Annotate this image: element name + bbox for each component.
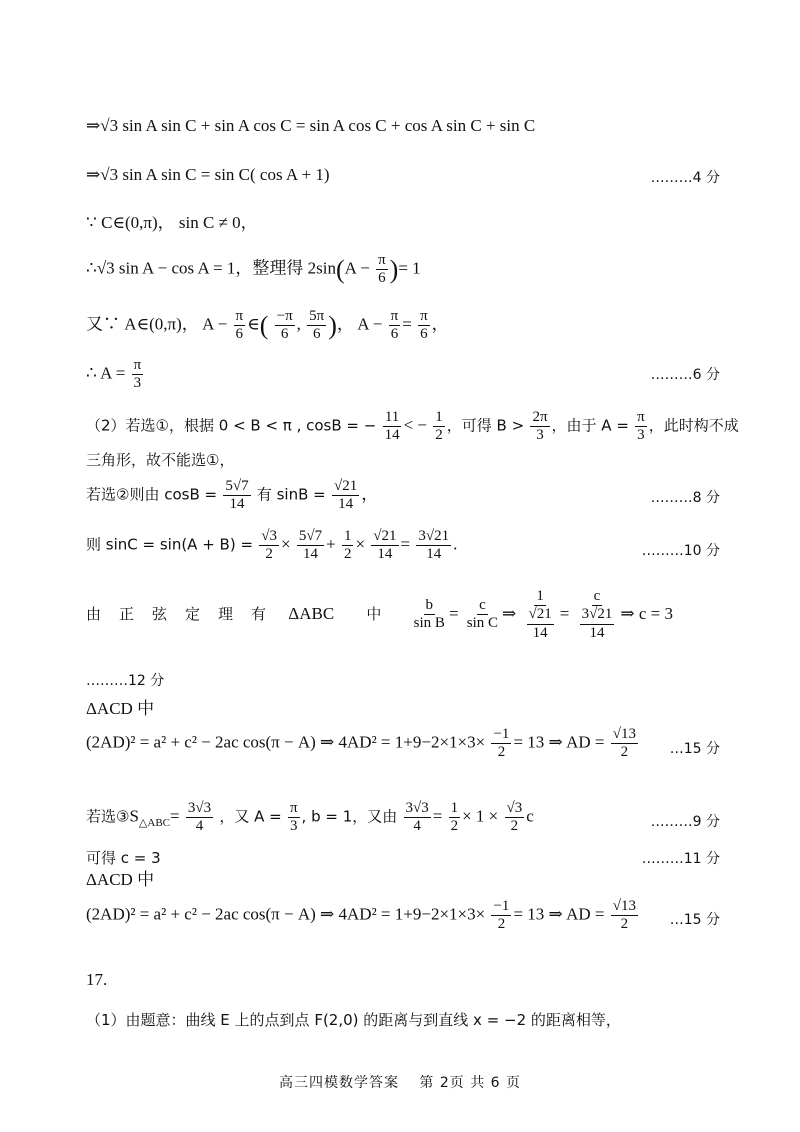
frac-rt3-2: $\frac{√3}{2}$ [506,800,523,835]
frac-rt13-2: $\frac{√13}{2}$ [612,726,636,761]
score-15-b: …15 分 [669,912,720,928]
frac-b-sinB: $\frac{b}{\text{sin B}}$ [413,597,445,632]
eq-line-7: （2）若选①，根据 0 < B < π , cosB = − $\frac{11}{14}$ < − $\frac{1}{2}$ ，可得 B > $\frac{2\pi}{3}$ ，由于 A = $\frac{\pi}{3}$ ，此时构不成 [86,409,739,444]
frac-3rt3-4: $\frac{3√3}{4}$ [405,800,429,835]
eq-line-14: (2AD)² = a² + c² − 2ac cos(π − A) ⇒ 4AD² = 1+9−2×1×3× $\frac{-1}{2}$ = 13 ⇒ AD = $\frac{√13}{2}$ [86,726,636,761]
eq-line-6: ∴ A = $\frac{\pi}{3}$ [86,357,142,392]
eq-line-3: ∵ C∈(0,π)， sin C ≠ 0， [86,213,258,232]
frac-rt21-14: $\frac{√21}{14}$ [373,528,397,563]
score-4: ………4 分 [650,170,720,186]
frac-5rt7-14: $\frac{5√7}{14}$ [298,528,323,563]
frac-5pi-6: $\frac{5\pi}{6}$ [309,308,325,343]
frac-pi-3: $\frac{\pi}{3}$ [289,800,298,835]
problem-number: 17. [86,970,108,989]
eq-line-9: 若选②则由 cosB = $\frac{5√7}{14}$ 有 sinB = $\frac{√21}{14}$ ， [86,478,379,513]
page-footer: 高三四模数学答案 第 2页 共 6 页 [278,1075,522,1091]
score-12: ………12 分 [86,673,165,689]
eq-line-4: ∴√3 sin A − cos A = 1，整理得 2sin(A − $\frac{\pi}{6}$ )= 1 [86,252,421,287]
frac-neg-pi-6: $\frac{-\pi}{6}$ [276,308,293,343]
frac-pi-6: $\frac{\pi}{6}$ [420,308,428,343]
frac-pi-3: $\frac{\pi}{3}$ [133,357,142,392]
frac-rt3-2: $\frac{√3}{2}$ [261,528,278,563]
score-15-a: …15 分 [669,741,720,757]
score-11: ………11 分 [641,851,720,867]
frac-5rt7-14: $\frac{5√7}{14}$ [225,478,249,513]
eq-line-11: 由正弦定理有 ΔABC 中 $\frac{b}{\text{sin B}}$ = $\frac{c}{\text{sin C}}$ ⇒ $\frac{1}{\frac{√21}{14}}$ = $\frac{c}{\frac{3√21}{14}}$ ⇒ c = 3 [86,588,673,641]
eq-line-18: (2AD)² = a² + c² − 2ac cos(π − A) ⇒ 4AD² = 1+9−2×1×3× $\frac{-1}{2}$ = 13 ⇒ AD = $\frac{√13}{2}$ [86,898,636,933]
eq-line-16: 可得 c = 3 [86,849,161,867]
frac-3rt21-14-inner: $\frac{3√21}{14}$ [581,606,613,641]
frac-pi-6: $\frac{\pi}{6}$ [235,308,244,343]
score-6: ………6 分 [650,367,720,383]
frac-1-2: $\frac{1}{2}$ [450,800,459,835]
eq-line-2: ⇒√3 sin A sin C = sin C( cos A + 1) [86,165,330,184]
frac-neg1-2: $\frac{-1}{2}$ [493,898,510,933]
eq-line-13: ΔACD 中 [86,699,155,718]
eq-line-10: 则 sinC = sin(A + B) = $\frac{√3}{2}$ × $\frac{5√7}{14}$ + $\frac{1}{2}$ × $\frac{√21}{14}$ = $\frac{3√21}{14}$ . [86,528,458,563]
frac-1-2: $\frac{1}{2}$ [435,409,443,444]
frac-1-over-rt21-14: $\frac{1}{\frac{√21}{14}}$ [528,588,552,641]
score-10: ………10 分 [641,543,720,559]
frac-pi-3: $\frac{\pi}{3}$ [637,409,645,444]
frac-1-2: $\frac{1}{2}$ [343,528,352,563]
frac-c-sinC: $\frac{c}{\text{sin C}}$ [466,597,499,632]
eq-line-1: ⇒√3 sin A sin C + sin A cos C = sin A cos C + cos A sin C + sin C [86,116,536,135]
frac-2pi-3: $\frac{2\pi}{3}$ [532,409,548,444]
frac-3rt21-14: $\frac{3√21}{14}$ [418,528,450,563]
eq-line-5: 又∵ A∈(0,π)， A − $\frac{\pi}{6}$ ∈( $\frac{-\pi}{6}$ , $\frac{5\pi}{6}$ )， A − $\frac{\pi}{6}$ = $\frac{\pi}{6}$ ， [86,308,449,343]
frac-rt21-14-inner: $\frac{√21}{14}$ [528,606,552,641]
frac-rt21-14: $\frac{√21}{14}$ [333,478,358,513]
frac-pi-6: $\frac{\pi}{6}$ [378,252,386,287]
frac-neg1-2: $\frac{-1}{2}$ [493,726,510,761]
frac-3rt3-4: $\frac{3√3}{4}$ [187,800,212,835]
score-8: ………8 分 [650,490,720,506]
text-line-20: （1）由题意：曲线 E 上的点到点 F(2,0) 的距离与到直线 x = −2 的距离相等， [86,1011,621,1029]
frac-11-14: $\frac{11}{14}$ [384,409,400,444]
frac-c-over-3rt21-14: $\frac{c}{\frac{3√21}{14}}$ [581,588,613,641]
score-9: ………9 分 [650,814,720,830]
frac-rt13-2: $\frac{√13}{2}$ [612,898,636,933]
frac-pi-6: $\frac{\pi}{6}$ [390,308,399,343]
eq-line-15: 若选$③S_{\triangle ABC}=$ $\frac{3√3}{4}$ ，又 A = $\frac{\pi}{3}$ , b = 1，又由 $\frac{3√3}{4}$ = $\frac{1}{2}$ × 1 × $\frac{√3}{2}$ c [86,800,534,835]
text-line-8: 三角形，故不能选①， [86,451,235,469]
eq-line-17: ΔACD 中 [86,870,155,889]
